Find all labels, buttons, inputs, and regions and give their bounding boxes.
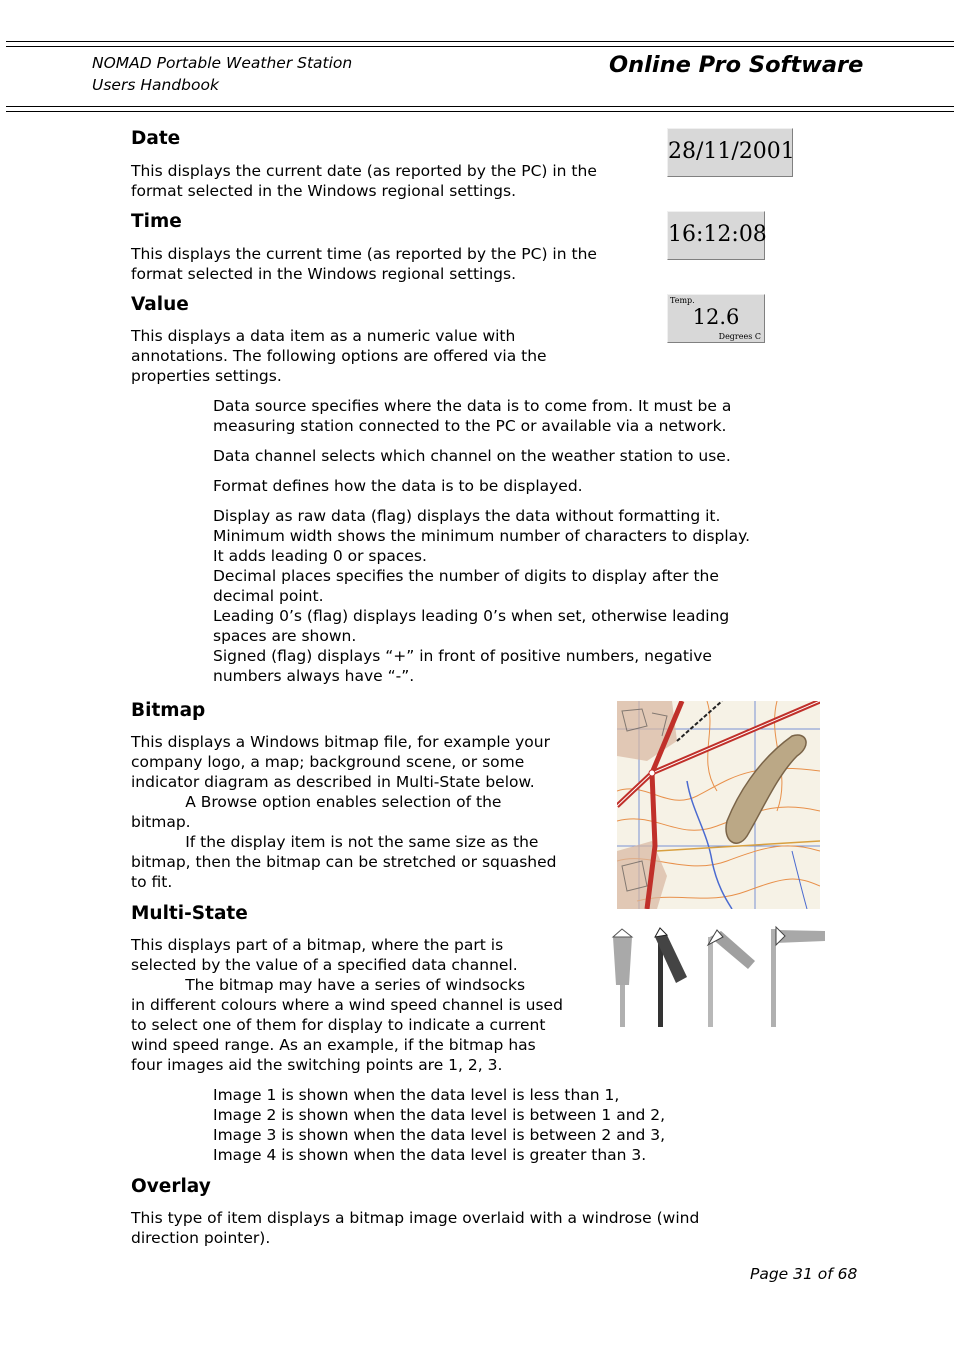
value-display-units: Degrees C [718, 332, 761, 341]
value-option-data-source: Data source specifies where the data is to come from. It must be a measuring station connected to the PC or available via a network. [213, 397, 732, 435]
time-display-text: 16:12:08 [668, 222, 767, 247]
value-display-label: Temp. [670, 296, 695, 305]
date-display-text: 28/11/2001 [668, 139, 795, 164]
windsock-1-icon [613, 929, 632, 1027]
time-body: This displays the current time (as reported by the PC) in the format selected in the Windows regional settings. [131, 245, 597, 283]
header-rule-bottom [6, 106, 954, 107]
header-line-2: Users Handbook [92, 76, 219, 94]
time-display-sample [667, 211, 765, 260]
value-heading: Value [131, 294, 189, 315]
value-display-sample [667, 294, 765, 343]
value-option-format: Format defines how the data is to be displayed. [213, 477, 583, 495]
page-number: Page 31 of 68 [750, 1265, 858, 1283]
document-header [92, 52, 352, 96]
header-rule-top-2 [6, 46, 954, 47]
bitmap-heading: Bitmap [131, 700, 206, 721]
date-display-sample [667, 128, 793, 177]
windsock-4-icon [771, 927, 825, 1027]
value-option-data-channel: Data channel selects which channel on the weather station to use. [213, 447, 731, 465]
multistate-body: This displays part of a bitmap, where the part is selected by the value of a specified data channel. The bitmap may have a series of windsocks in different colours where a wind speed channel is used to select one of them for display to indicate a current wind speed range. As an example, if the bitmap has four images aid the switching points are 1, 2, 3. [131, 936, 563, 1074]
value-body: This displays a data item as a numeric value with annotations. The following options are offered via the properties settings. [131, 327, 547, 385]
multistate-image-rules: Image 1 is shown when the data level is less than 1, Image 2 is shown when the data level is between 1 and 2, Image 3 is shown when the data level is between 2 and 3, Image 4 is shown when the data level is greater than 3. [213, 1086, 666, 1164]
value-display-value: 12.6 [692, 305, 740, 329]
date-heading: Date [131, 128, 181, 149]
overlay-heading: Overlay [131, 1176, 211, 1197]
header-rule-bottom-2 [6, 111, 954, 112]
windsock-2-icon [655, 928, 687, 1027]
header-line-1: NOMAD Portable Weather Station [92, 54, 353, 72]
time-heading: Time [131, 211, 182, 232]
windsock-3-icon [708, 930, 755, 1027]
header-title: Online Pro Software [609, 52, 864, 78]
map-image [617, 701, 820, 909]
bitmap-body: This displays a Windows bitmap file, for example your company logo, a map; background scene, or some indicator diagram as described in Multi-State below. A Browse option enables selection of the bitmap. If the display item is not the same size as the bitmap, then the bitmap can be stretched or squashed to fit. [131, 733, 557, 891]
multistate-heading: Multi-State [131, 903, 248, 924]
windsock-images [605, 925, 827, 1030]
date-body: This displays the current date (as reported by the PC) in the format selected in the Windows regional settings. [131, 162, 597, 200]
header-rule-top [6, 41, 954, 42]
overlay-body: This type of item displays a bitmap image overlaid with a windrose (wind direction pointer). [131, 1209, 700, 1247]
value-option-format-details: Display as raw data (flag) displays the data without formatting it. Minimum width shows the minimum number of characters to display. It adds leading 0 or spaces. Decimal places specifies the number of digits to display after the decimal point. Leading 0’s (flag) displays leading 0’s when set, otherwise leading spaces are shown. Signed (flag) displays “+” in front of positive numbers, negative numbers always have “-”. [213, 507, 751, 685]
